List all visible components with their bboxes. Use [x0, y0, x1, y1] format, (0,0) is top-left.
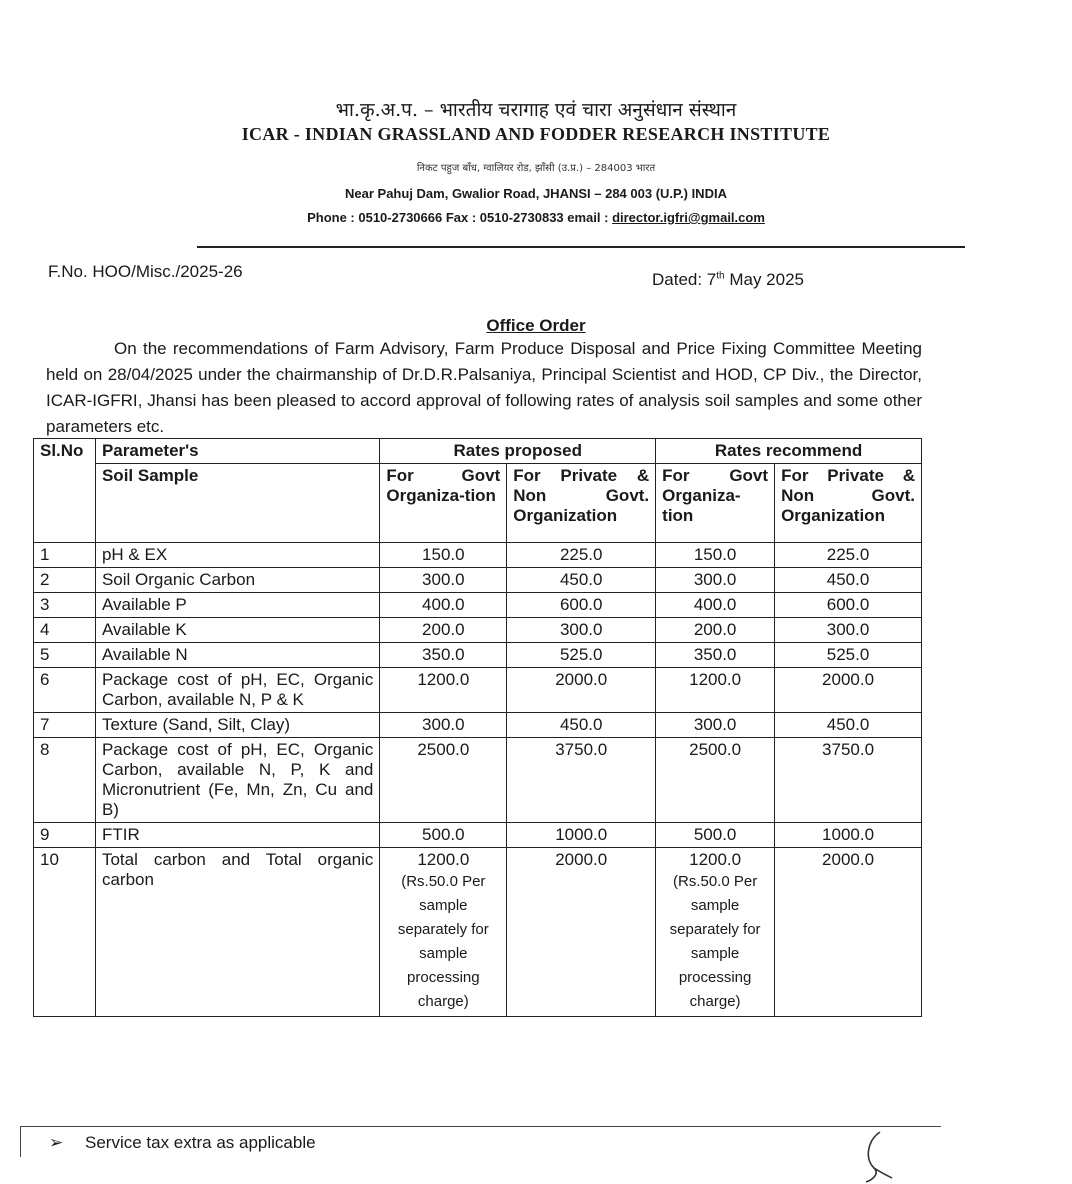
row-parameter: Available P [95, 593, 379, 618]
row-parameter: pH & EX [95, 543, 379, 568]
table-header-row [34, 439, 922, 464]
row-recommend-private: 1000.0 [775, 823, 922, 848]
row-proposed-private: 1000.0 [507, 823, 656, 848]
row-proposed-private: 2000.0 [507, 848, 656, 1017]
row-sl: 10 [34, 848, 96, 1017]
table-row [34, 738, 922, 823]
row-recommend-private: 450.0 [775, 568, 922, 593]
row-recommend-private: 525.0 [775, 643, 922, 668]
row-proposed-govt-cell [380, 848, 507, 1017]
row-parameter: Available N [95, 643, 379, 668]
row-recommend-govt: 1200.0 [689, 850, 742, 869]
row-proposed-govt: 1200.0 [380, 668, 507, 713]
row-recommend-private: 600.0 [775, 593, 922, 618]
footnote-text: Service tax extra as applicable [85, 1133, 316, 1152]
row-recommend-private: 225.0 [775, 543, 922, 568]
order-body: On the recommendations of Farm Advisory, Farm Produce Disposal and Price Fixing Committee Meeting held on 28/04/2025 under the chairmanship of Dr.D.R.Palsaniya, Principal Scientist and HOD, CP Div., the Director, ICAR-IGFRI, Jhansi has been pleased to accord approval of following rates of analysis soil samples and some other parameters etc. [46, 339, 922, 436]
row-sl: 4 [34, 618, 96, 643]
table-row [34, 618, 922, 643]
row-recommend-govt-note: (Rs.50.0 Per sample separately for sample processing charge) [669, 873, 761, 1010]
row-proposed-private: 3750.0 [507, 738, 656, 823]
address-hindi: निकट पहुज बाँध, ग्वालियर रोड, झाँसी (उ.प्र.) – 284003 भारत [416, 163, 656, 174]
table-subheader-row [34, 464, 922, 543]
institute-address: Near Pahuj Dam, Gwalior Road, JHANSI – 284 003 (U.P.) INDIA [345, 186, 727, 201]
row-proposed-govt: 2500.0 [380, 738, 507, 823]
date-prefix: Dated: 7 [652, 270, 717, 289]
date-line [652, 270, 804, 290]
arrow-bullet-icon: ➢ [49, 1133, 64, 1152]
header-proposed-govt: For Govt Organiza-tion [380, 464, 507, 543]
table-row [34, 568, 922, 593]
row-recommend-govt: 150.0 [656, 543, 775, 568]
date-ordinal: th [716, 270, 725, 282]
row-recommend-private: 300.0 [775, 618, 922, 643]
order-title [0, 316, 1072, 336]
row-proposed-govt: 500.0 [380, 823, 507, 848]
header-parameter: Parameter's [95, 439, 379, 464]
row-sl: 2 [34, 568, 96, 593]
row-sl: 3 [34, 593, 96, 618]
row-parameter: FTIR [95, 823, 379, 848]
row-proposed-private: 2000.0 [507, 668, 656, 713]
footnote [20, 1126, 941, 1157]
header-rates-proposed: Rates proposed [380, 439, 656, 464]
contact-line [0, 210, 1072, 225]
row-proposed-private: 300.0 [507, 618, 656, 643]
row-recommend-govt: 350.0 [656, 643, 775, 668]
row-proposed-govt: 300.0 [380, 713, 507, 738]
header-recommend-govt: For Govt Organiza-tion [656, 464, 775, 543]
row-recommend-private: 450.0 [775, 713, 922, 738]
email-link[interactable]: director.igfri@gmail.com [612, 210, 765, 225]
header-rates-recommend: Rates recommend [656, 439, 922, 464]
table-row [34, 643, 922, 668]
header-sl-no: Sl.No [34, 439, 96, 543]
row-recommend-govt: 2500.0 [656, 738, 775, 823]
row-proposed-private: 450.0 [507, 568, 656, 593]
order-title-text: Office Order [486, 316, 586, 335]
rates-table [33, 438, 922, 1017]
header-recommend-private: For Private & Non Govt. Organization [775, 464, 922, 543]
row-proposed-govt: 200.0 [380, 618, 507, 643]
row-sl: 8 [34, 738, 96, 823]
row-parameter: Available K [95, 618, 379, 643]
row-sl: 6 [34, 668, 96, 713]
row-proposed-private: 600.0 [507, 593, 656, 618]
row-parameter: Total carbon and Total organic carbon [95, 848, 379, 1017]
row-parameter: Texture (Sand, Silt, Clay) [95, 713, 379, 738]
row-proposed-private: 450.0 [507, 713, 656, 738]
table-row [34, 823, 922, 848]
file-number: F.No. HOO/Misc./2025-26 [48, 262, 243, 281]
institute-name-hindi: भा.कृ.अ.प. – भारतीय चरागाह एवं चारा अनुसंधान संस्थान [335, 99, 737, 121]
row-recommend-govt: 300.0 [656, 568, 775, 593]
row-proposed-govt: 1200.0 [417, 850, 470, 869]
row-recommend-private: 3750.0 [775, 738, 922, 823]
row-recommend-private: 2000.0 [775, 848, 922, 1017]
row-sl: 9 [34, 823, 96, 848]
row-recommend-govt: 300.0 [656, 713, 775, 738]
row-recommend-private: 2000.0 [775, 668, 922, 713]
signature-mark [858, 1128, 898, 1184]
date-suffix: May 2025 [724, 270, 804, 289]
row-recommend-govt: 1200.0 [656, 668, 775, 713]
row-proposed-govt: 350.0 [380, 643, 507, 668]
row-proposed-private: 525.0 [507, 643, 656, 668]
table-row [34, 668, 922, 713]
row-proposed-private: 225.0 [507, 543, 656, 568]
row-proposed-govt: 150.0 [380, 543, 507, 568]
row-parameter: Package cost of pH, EC, Organic Carbon, available N, P, K and Micronutrient (Fe, Mn, Zn, Cu and B) [95, 738, 379, 823]
row-proposed-govt-note: (Rs.50.0 Per sample separately for sample processing charge) [397, 873, 489, 1010]
row-parameter: Soil Organic Carbon [95, 568, 379, 593]
table-row [34, 713, 922, 738]
phone-fax: Phone : 0510-2730666 Fax : 0510-2730833 email : [307, 210, 613, 225]
row-sl: 1 [34, 543, 96, 568]
row-sl: 5 [34, 643, 96, 668]
row-recommend-govt: 500.0 [656, 823, 775, 848]
header-divider [197, 246, 965, 248]
row-parameter: Package cost of pH, EC, Organic Carbon, available N, P & K [95, 668, 379, 713]
row-proposed-govt: 300.0 [380, 568, 507, 593]
institute-name: ICAR - INDIAN GRASSLAND AND FODDER RESEARCH INSTITUTE [241, 124, 831, 144]
table-row [34, 848, 922, 1017]
row-proposed-govt: 400.0 [380, 593, 507, 618]
header-soil-sample: Soil Sample [95, 464, 379, 543]
row-recommend-govt: 400.0 [656, 593, 775, 618]
header-proposed-private: For Private & Non Govt. Organization [507, 464, 656, 543]
table-row [34, 543, 922, 568]
row-sl: 7 [34, 713, 96, 738]
row-recommend-govt-cell [656, 848, 775, 1017]
row-recommend-govt: 200.0 [656, 618, 775, 643]
table-row [34, 593, 922, 618]
